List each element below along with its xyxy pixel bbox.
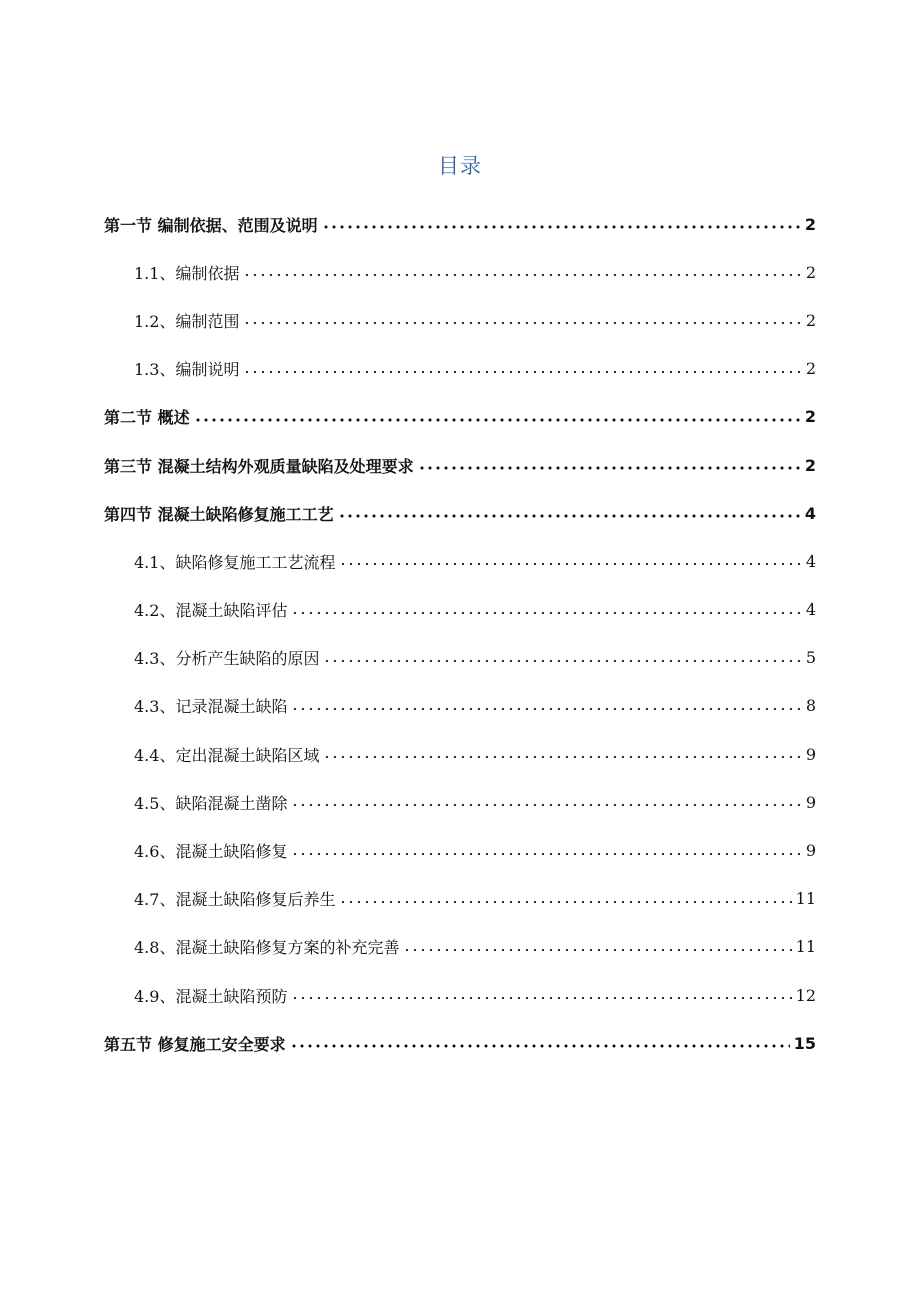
toc-entry-label: 1.2、编制范围 — [134, 311, 240, 331]
toc-entry-label: 第四节 混凝土缺陷修复施工工艺 — [104, 504, 334, 524]
toc-title: 目录 — [438, 154, 482, 178]
toc-leader-dots — [322, 224, 801, 230]
toc-entry[interactable] — [104, 875, 816, 923]
toc-entry[interactable] — [104, 971, 816, 1019]
toc-leader-dots — [243, 272, 801, 278]
toc-entry[interactable] — [104, 778, 816, 826]
toc-entry-label: 4.7、混凝土缺陷修复后养生 — [134, 890, 336, 910]
toc-entry-label: 4.1、缺陷修复施工工艺流程 — [134, 552, 336, 572]
toc-entry-page: 2 — [804, 407, 816, 427]
toc-entry[interactable] — [104, 200, 816, 248]
toc-entry-label: 4.9、混凝土缺陷预防 — [134, 986, 288, 1006]
toc-entry-page: 4 — [805, 600, 816, 620]
toc-entry-label: 4.3、分析产生缺陷的原因 — [134, 649, 320, 669]
toc-entry-label: 第三节 混凝土结构外观质量缺陷及处理要求 — [104, 456, 414, 476]
toc-entry-page: 9 — [805, 792, 816, 812]
toc-leader-dots — [243, 369, 801, 375]
toc-entry-page: 9 — [805, 841, 816, 861]
toc-leader-dots — [290, 1043, 790, 1049]
toc-entry-page: 4 — [804, 503, 816, 523]
toc-entry[interactable] — [104, 345, 816, 393]
toc-entry-label: 4.5、缺陷混凝土凿除 — [134, 793, 288, 813]
toc-entry-page: 2 — [805, 262, 816, 282]
toc-entry[interactable] — [104, 634, 816, 682]
toc-entry-page: 12 — [795, 985, 816, 1005]
toc-leader-dots — [194, 417, 801, 423]
toc-leader-dots — [243, 320, 801, 326]
toc-leader-dots — [418, 465, 801, 471]
toc-leader-dots — [291, 802, 801, 808]
toc-entry[interactable] — [104, 586, 816, 634]
toc-entry-label: 第五节 修复施工安全要求 — [104, 1034, 286, 1054]
toc-entry-page: 8 — [805, 696, 816, 716]
toc-entry-label: 4.6、混凝土缺陷修复 — [134, 842, 288, 862]
toc-entry-page: 5 — [805, 648, 816, 668]
toc-entry[interactable] — [104, 248, 816, 296]
toc-entry[interactable] — [104, 489, 816, 537]
toc-entry-label: 4.2、混凝土缺陷评估 — [134, 601, 288, 621]
toc-leader-dots — [323, 658, 801, 664]
toc-entry-label: 第二节 概述 — [104, 408, 190, 428]
toc-entry-label: 4.8、混凝土缺陷修复方案的补充完善 — [134, 938, 400, 958]
toc-entry[interactable] — [104, 296, 816, 344]
toc-entry-page: 2 — [804, 455, 816, 475]
toc-entry-label: 4.4、定出混凝土缺陷区域 — [134, 745, 320, 765]
toc-entry-label: 4.3、记录混凝土缺陷 — [134, 697, 288, 717]
toc-leader-dots — [291, 610, 801, 616]
toc-list — [104, 200, 816, 1067]
toc-entry[interactable] — [104, 730, 816, 778]
toc-entry-page: 2 — [805, 310, 816, 330]
toc-entry[interactable] — [104, 441, 816, 489]
toc-leader-dots — [291, 995, 791, 1001]
toc-entry[interactable] — [104, 1019, 816, 1067]
toc-entry[interactable] — [104, 682, 816, 730]
toc-leader-dots — [339, 561, 801, 567]
toc-entry-page: 4 — [805, 551, 816, 571]
toc-leader-dots — [338, 513, 801, 519]
toc-entry-page: 2 — [804, 214, 816, 234]
toc-entry-page: 11 — [795, 937, 816, 957]
toc-leader-dots — [403, 947, 791, 953]
toc-entry-page: 15 — [793, 1033, 816, 1053]
toc-entry[interactable] — [104, 826, 816, 874]
toc-leader-dots — [323, 754, 801, 760]
toc-entry[interactable] — [104, 923, 816, 971]
toc-entry-page: 9 — [805, 744, 816, 764]
toc-entry-label: 1.3、编制说明 — [134, 360, 240, 380]
toc-leader-dots — [291, 851, 801, 857]
toc-entry-page: 11 — [795, 889, 816, 909]
toc-entry-page: 2 — [805, 359, 816, 379]
toc-leader-dots — [291, 706, 801, 712]
toc-leader-dots — [339, 899, 791, 905]
toc-entry[interactable] — [104, 537, 816, 585]
toc-entry-label: 第一节 编制依据、范围及说明 — [104, 215, 318, 235]
toc-entry-label: 1.1、编制依据 — [134, 263, 240, 283]
toc-entry[interactable] — [104, 393, 816, 441]
